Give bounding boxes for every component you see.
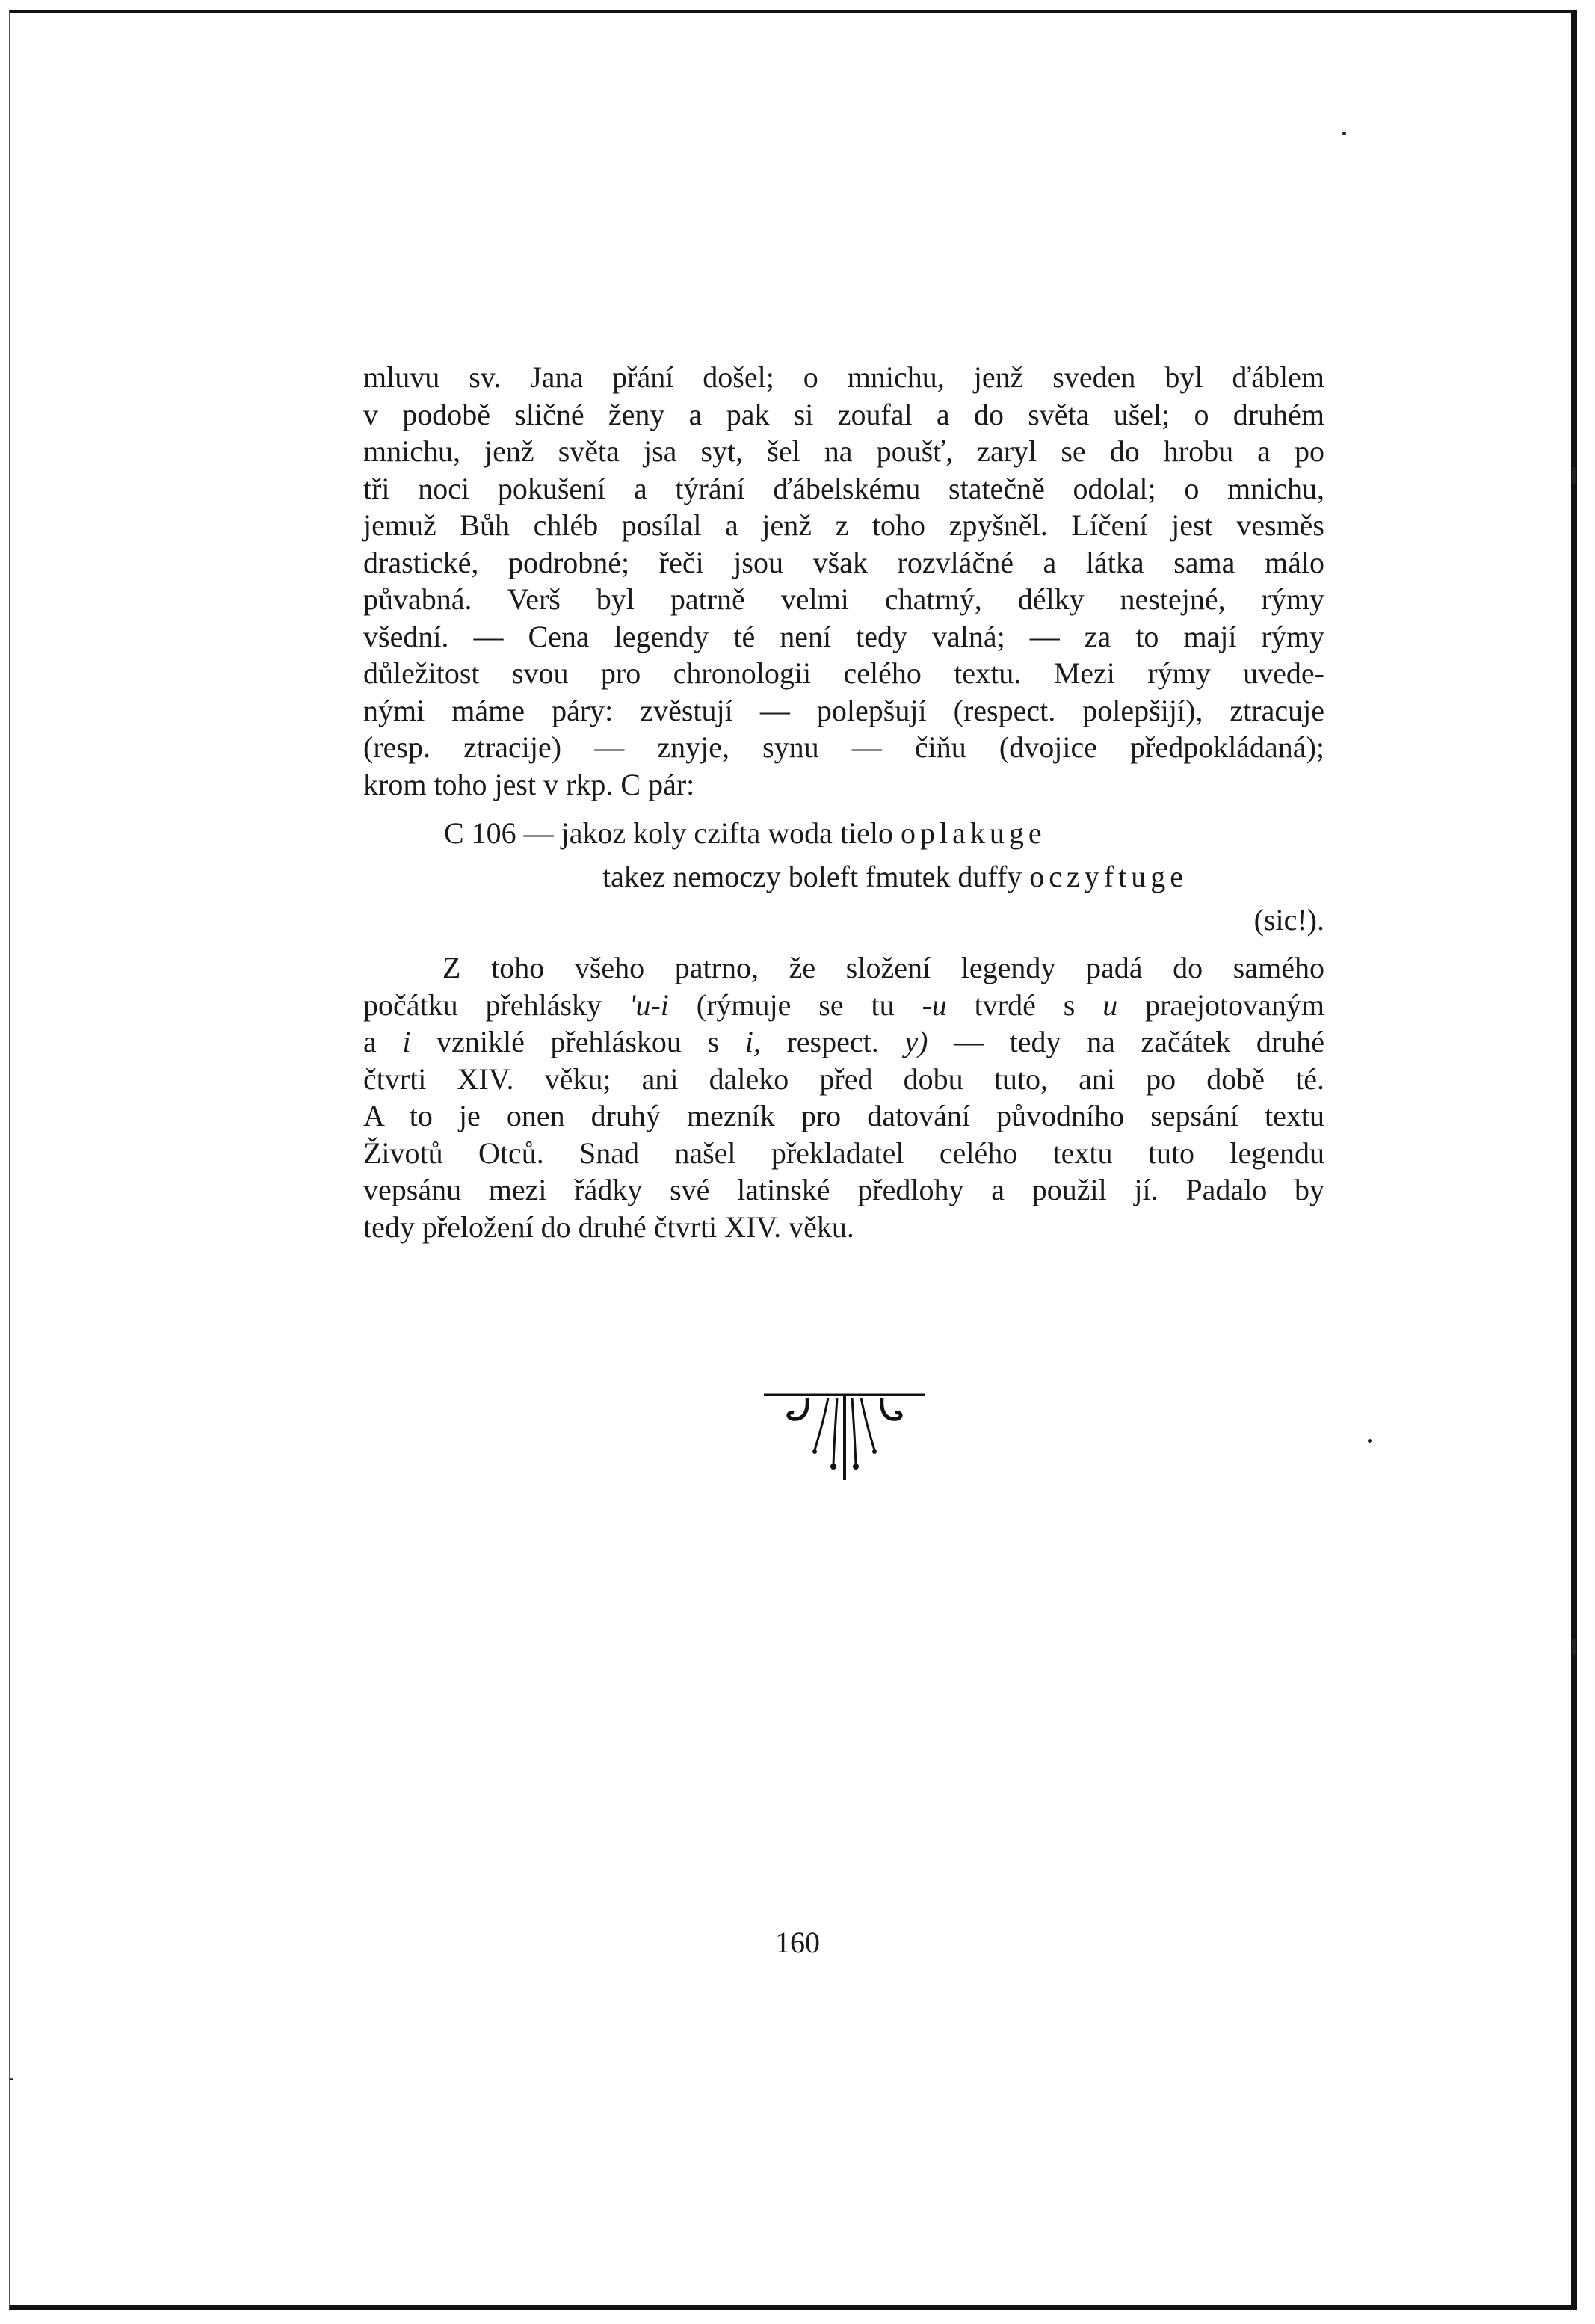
text-line: vepsánu mezi řádky své latinské předlohy a použil jí. Padalo by <box>363 1173 1324 1206</box>
scan-speck <box>1572 1639 1576 1655</box>
italic-run: y) <box>904 1025 928 1058</box>
verse-text: takez nemoczy boleft fmutek duffy <box>602 860 1030 893</box>
decorative-tailpiece-icon <box>762 1390 927 1488</box>
text-line: A to je onen druhý mezník pro datování původního sepsání textu <box>363 1099 1324 1132</box>
text-line: všední. — Cena legendy té není tedy valná; — za to mají rýmy <box>363 619 1324 653</box>
text-line: v podobě sličné ženy a pak si zoufal a do světa ušel; o druhém <box>363 397 1324 431</box>
text-run: praejotovaným <box>1117 987 1324 1022</box>
verse-line <box>363 812 1324 855</box>
text-run: a <box>363 1025 403 1058</box>
paragraph-1 <box>363 359 1324 803</box>
text-run: — tedy na začátek druhé <box>928 1025 1325 1058</box>
italic-run: i, <box>744 1025 761 1058</box>
scan-speck <box>1342 132 1346 135</box>
verse-spaced-word: oczyftuge <box>1029 860 1188 893</box>
text-line: nými máme páry: zvěstují — polepšují (respect. polepšijí), ztracuje <box>363 693 1324 727</box>
italic-run: 'u-i <box>629 987 669 1022</box>
text-run: vzniklé přehláskou s <box>410 1025 745 1058</box>
verse-line <box>363 855 1324 899</box>
text-line: tři noci pokušení a týrání ďábelskému statečně odolal; o mnichu, <box>363 471 1324 505</box>
italic-run: u <box>1102 987 1118 1022</box>
text-line: drastické, podrobné; řeči jsou však rozvláčné a látka sama málo <box>363 545 1324 579</box>
text-line: mnichu, jenž světa jsa syt, šel na poušť, zaryl se do hrobu a po <box>363 434 1324 468</box>
text-line <box>363 987 1324 1024</box>
scan-speck <box>1572 467 1576 484</box>
text-run: tvrdé s <box>946 987 1103 1022</box>
text-line: tedy přeložení do druhé čtvrti XIV. věku. <box>363 1209 854 1244</box>
text-line: krom toho jest v rkp. C pár: <box>363 767 695 801</box>
text-line: čtvrti XIV. věku; ani daleko před dobu tuto, ani po době té. <box>363 1061 1324 1096</box>
scan-speck <box>1368 1439 1372 1443</box>
text-line: půvabná. Verš byl patrně velmi chatrný, délky nestejné, rýmy <box>363 582 1324 616</box>
text-run: (rýmuje se tu <box>668 987 922 1022</box>
text-line: důležitost svou pro chronologii celého textu. Mezi rýmy uvede- <box>363 656 1324 690</box>
text-line <box>363 1023 1324 1061</box>
verse-text: C 106 — jakoz koly czifta woda tielo <box>444 816 901 850</box>
page-number: 160 <box>775 1926 820 1959</box>
text-line: Z toho všeho patrno, že složení legendy padá do samého <box>442 951 1324 984</box>
verse-sic-note: (sic!). <box>1253 903 1324 937</box>
text-line: jemuž Bůh chléb posílal a jenž z toho zpyšněl. Líčení jest vesměs <box>363 508 1324 542</box>
text-line: Životů Otců. Snad našel překladatel celého textu tuto legendu <box>363 1135 1324 1170</box>
text-line: mluvu sv. Jana přání došel; o mnichu, jenž sveden byl ďáblem <box>363 360 1324 394</box>
text-line: (resp. ztracije) — znyje, synu — čiňu (dvojice předpokládaná); <box>363 730 1324 764</box>
page-body <box>363 359 1324 1245</box>
scan-speck <box>10 2078 13 2080</box>
text-run: respect. <box>760 1025 905 1058</box>
text-run: počátku přehlásky <box>363 987 629 1022</box>
paragraph-2 <box>363 949 1324 1245</box>
verse-quotation <box>363 812 1324 942</box>
italic-run: -u <box>922 987 947 1022</box>
verse-spaced-word: oplakuge <box>900 816 1046 850</box>
italic-run: i <box>402 1025 411 1058</box>
